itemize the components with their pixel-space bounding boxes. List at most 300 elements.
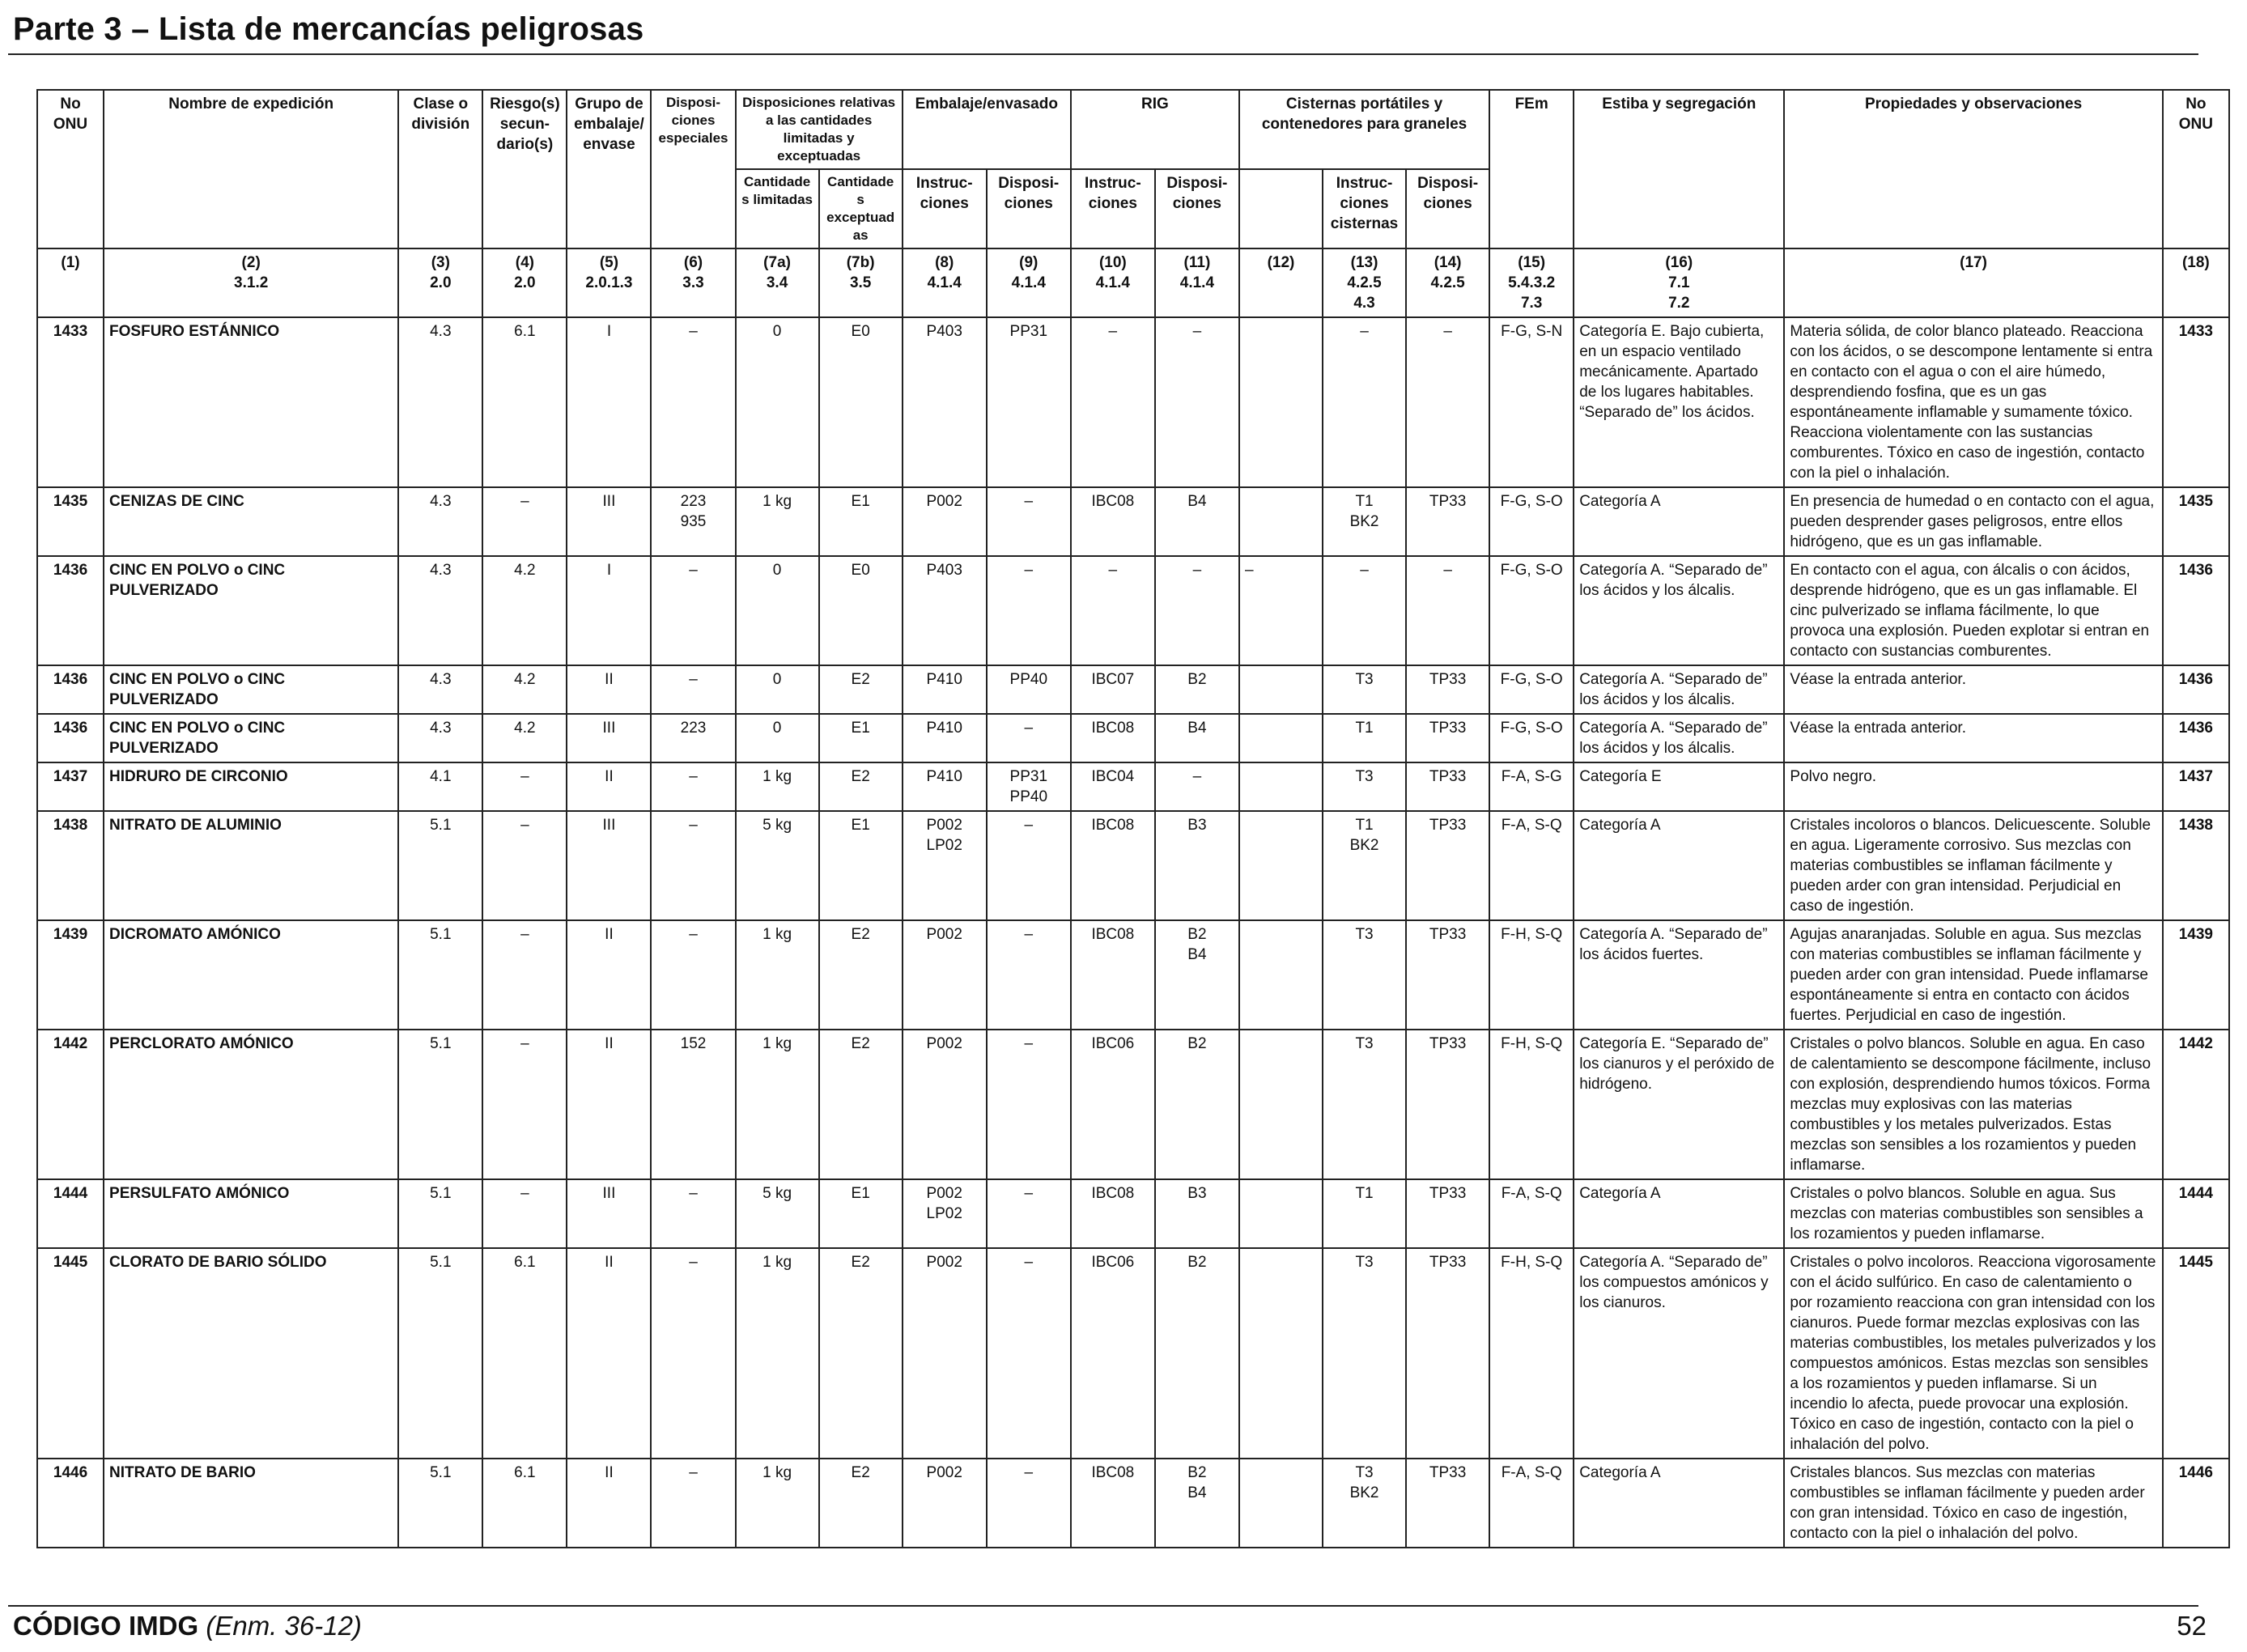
cell-embalaje-instrucciones: P410 [903, 714, 987, 762]
footer-amendment: (Enm. 36-12) [206, 1611, 362, 1641]
cell-cisternas-disposiciones: TP33 [1406, 811, 1489, 920]
cell-col-12 [1239, 1248, 1323, 1459]
footer-code-name: CÓDIGO IMDG [13, 1611, 199, 1641]
column-ref-section: 2.0 [430, 274, 452, 291]
cell-rig-instrucciones: IBC08 [1071, 1459, 1155, 1548]
cell-cisternas-disposiciones: TP33 [1406, 762, 1489, 811]
column-ref-cell [37, 248, 104, 317]
cell-no-onu: 1436 [37, 556, 104, 665]
cell-rig-instrucciones: – [1071, 317, 1155, 487]
header-rig: RIG [1071, 90, 1239, 169]
cell-cantidad-limitada: 1 kg [736, 1030, 819, 1179]
cell-cantidad-exceptuada: E2 [819, 762, 903, 811]
cell-cantidad-exceptuada: E1 [819, 714, 903, 762]
cell-embalaje-instrucciones: P403 [903, 317, 987, 487]
cell-estiba: Categoría A. “Separado de” los ácidos y los álcalis. [1574, 714, 1784, 762]
cell-embalaje-disposiciones: – [987, 556, 1071, 665]
cell-nombre: NITRATO DE ALUMINIO [104, 811, 398, 920]
cell-embalaje-instrucciones: P002 [903, 1459, 987, 1548]
cell-cisternas-disposiciones: TP33 [1406, 1179, 1489, 1248]
table-row [37, 920, 2229, 1030]
cell-no-onu-right: 1435 [2163, 487, 2229, 556]
cell-cisternas-disposiciones: TP33 [1406, 1248, 1489, 1459]
cell-cantidad-limitada: 1 kg [736, 487, 819, 556]
cell-embalaje-disposiciones: – [987, 920, 1071, 1030]
header-row-1 [37, 90, 2229, 169]
cell-rig-disposiciones: B2 [1155, 665, 1239, 714]
header-cantidades-limitadas: Cantidade s limitadas [736, 169, 819, 248]
column-ref-number: (18) [2181, 254, 2210, 271]
cell-fem: F-H, S-Q [1489, 1248, 1574, 1459]
column-ref-cell [903, 248, 987, 317]
cell-estiba: Categoría A. “Separado de” los ácidos y los álcalis. [1574, 665, 1784, 714]
cell-cisternas-disposiciones: TP33 [1406, 1030, 1489, 1179]
footer-divider [8, 1605, 2198, 1607]
cell-riesgo: 6.1 [482, 317, 567, 487]
cell-cisternas-instrucciones: T3 [1323, 920, 1406, 1030]
cell-cisternas-disposiciones: TP33 [1406, 1459, 1489, 1548]
cell-propiedades: En presencia de humedad o en contacto con el agua, pueden desprender gases peligrosos, entre ellos hidrógeno, que es un gas inflamable. [1784, 487, 2162, 556]
cell-grupo: II [567, 762, 651, 811]
cell-clase: 4.3 [398, 317, 482, 487]
cell-no-onu-right: 1437 [2163, 762, 2229, 811]
cell-no-onu-right: 1436 [2163, 665, 2229, 714]
column-ref-number: (5) [599, 254, 619, 271]
cell-cantidad-limitada: 1 kg [736, 1248, 819, 1459]
footer-code [13, 1611, 362, 1641]
cell-riesgo: – [482, 1030, 567, 1179]
cell-cisternas-instrucciones: T3 [1323, 1030, 1406, 1179]
column-ref-section: 2.0.1.3 [585, 274, 633, 291]
cell-grupo: II [567, 665, 651, 714]
table-row [37, 556, 2229, 665]
cell-fem: F-G, S-O [1489, 487, 1574, 556]
cell-propiedades: Cristales o polvo blancos. Soluble en agua. En caso de calentamiento se descompone fácilmente, incluso con explosión, desprendiendo humos tóxicos. Forma mezclas muy explosivas con las materias combustibles y los metales pulverizados. Estas mezclas son sensibles a los rozamientos y pueden inflamarse. [1784, 1030, 2162, 1179]
cell-propiedades: Cristales blancos. Sus mezclas con materias combustibles se inflaman fácilmente y pueden arder con gran intensidad. Tóxico en caso de ingestión, contacto con la piel o inhalación del polvo. [1784, 1459, 2162, 1548]
column-ref-cell [651, 248, 735, 317]
header-embalaje-disposiciones: Disposi-ciones [987, 169, 1071, 248]
cell-disposiciones: 223 935 [651, 487, 735, 556]
cell-cisternas-instrucciones: T3 [1323, 1248, 1406, 1459]
header-cantidades: Disposiciones relativas a las cantidades limitadas y exceptuadas [736, 90, 903, 169]
cell-cantidad-limitada: 0 [736, 317, 819, 487]
column-ref-number: (8) [935, 254, 954, 271]
cell-embalaje-instrucciones: P410 [903, 762, 987, 811]
cell-clase: 4.3 [398, 487, 482, 556]
cell-fem: F-G, S-N [1489, 317, 1574, 487]
cell-clase: 5.1 [398, 811, 482, 920]
cell-cisternas-instrucciones: – [1323, 317, 1406, 487]
column-ref-cell [1574, 248, 1784, 317]
column-ref-cell [104, 248, 398, 317]
cell-cantidad-limitada: 1 kg [736, 1459, 819, 1548]
cell-cisternas-disposiciones: TP33 [1406, 714, 1489, 762]
header-no-onu: No ONU [37, 90, 104, 248]
table-row [37, 811, 2229, 920]
cell-no-onu-right: 1445 [2163, 1248, 2229, 1459]
cell-fem: F-A, S-Q [1489, 1459, 1574, 1548]
column-ref-section: 7.1 7.2 [1668, 274, 1690, 312]
cell-nombre: CINC EN POLVO o CINC PULVERIZADO [104, 665, 398, 714]
cell-cantidad-limitada: 0 [736, 714, 819, 762]
table-row [37, 1248, 2229, 1459]
cell-embalaje-disposiciones: – [987, 714, 1071, 762]
cell-rig-instrucciones: IBC08 [1071, 487, 1155, 556]
cell-embalaje-disposiciones: PP40 [987, 665, 1071, 714]
cell-embalaje-disposiciones: PP31 [987, 317, 1071, 487]
header-col-12-empty [1239, 169, 1323, 248]
cell-clase: 4.3 [398, 556, 482, 665]
cell-disposiciones: – [651, 811, 735, 920]
column-ref-section: 4.2.5 [1430, 274, 1465, 291]
column-ref-section: 4.1.4 [1179, 274, 1215, 291]
cell-embalaje-disposiciones: – [987, 1248, 1071, 1459]
cell-grupo: III [567, 811, 651, 920]
cell-cantidad-exceptuada: E2 [819, 1459, 903, 1548]
cell-rig-disposiciones: B3 [1155, 1179, 1239, 1248]
cell-clase: 5.1 [398, 920, 482, 1030]
column-ref-number: (4) [515, 254, 534, 271]
cell-rig-disposiciones: – [1155, 556, 1239, 665]
cell-no-onu: 1442 [37, 1030, 104, 1179]
cell-riesgo: 4.2 [482, 556, 567, 665]
cell-clase: 5.1 [398, 1179, 482, 1248]
cell-disposiciones: – [651, 1179, 735, 1248]
column-ref-number: (7a) [763, 254, 791, 271]
cell-cantidad-limitada: 0 [736, 556, 819, 665]
cell-nombre: PERSULFATO AMÓNICO [104, 1179, 398, 1248]
title-divider [8, 53, 2198, 55]
cell-fem: F-H, S-Q [1489, 1030, 1574, 1179]
cell-embalaje-instrucciones: P403 [903, 556, 987, 665]
cell-no-onu: 1438 [37, 811, 104, 920]
column-ref-cell [1489, 248, 1574, 317]
cell-cisternas-disposiciones: – [1406, 317, 1489, 487]
cell-cisternas-instrucciones: T3 [1323, 762, 1406, 811]
column-ref-section: 3.1.2 [234, 274, 269, 291]
column-ref-section: 3.5 [849, 274, 872, 291]
cell-rig-disposiciones: B2 B4 [1155, 1459, 1239, 1548]
cell-embalaje-instrucciones: P002 LP02 [903, 1179, 987, 1248]
column-ref-number: (2) [241, 254, 261, 271]
cell-embalaje-disposiciones: PP31 PP40 [987, 762, 1071, 811]
cell-no-onu-right: 1436 [2163, 556, 2229, 665]
cell-estiba: Categoría A. “Separado de” los ácidos y los álcalis. [1574, 556, 1784, 665]
column-ref-section: 4.1.4 [1011, 274, 1046, 291]
column-ref-cell [1406, 248, 1489, 317]
cell-estiba: Categoría A [1574, 811, 1784, 920]
cell-estiba: Categoría A. “Separado de” los ácidos fuertes. [1574, 920, 1784, 1030]
cell-riesgo: – [482, 762, 567, 811]
column-ref-number: (15) [1518, 254, 1546, 271]
table-row [37, 317, 2229, 487]
cell-fem: F-A, S-Q [1489, 1179, 1574, 1248]
cell-no-onu-right: 1442 [2163, 1030, 2229, 1179]
cell-rig-disposiciones: B4 [1155, 714, 1239, 762]
cell-grupo: III [567, 1179, 651, 1248]
column-ref-cell [1155, 248, 1239, 317]
header-embalaje-instrucciones: Instruc-ciones [903, 169, 987, 248]
cell-col-12 [1239, 317, 1323, 487]
cell-embalaje-instrucciones: P002 [903, 487, 987, 556]
cell-nombre: FOSFURO ESTÁNNICO [104, 317, 398, 487]
column-ref-cell [1784, 248, 2162, 317]
cell-rig-disposiciones: – [1155, 762, 1239, 811]
cell-propiedades: Materia sólida, de color blanco plateado. Reacciona con los ácidos, o se descompone lentamente si entra en contacto con el agua o con el aire húmedo, desprendiendo fosfina, que es un gas espontáneamente inflamable y sumamente tóxico. Reacciona violentamente con las sustancias comburentes. Tóxico en caso de ingestión, contacto con la piel o inhalación. [1784, 317, 2162, 487]
cell-no-onu-right: 1436 [2163, 714, 2229, 762]
column-ref-number: (6) [683, 254, 703, 271]
cell-cisternas-disposiciones: TP33 [1406, 487, 1489, 556]
cell-fem: F-H, S-Q [1489, 920, 1574, 1030]
cell-rig-disposiciones: B4 [1155, 487, 1239, 556]
cell-rig-disposiciones: B2 B4 [1155, 920, 1239, 1030]
cell-rig-instrucciones: IBC06 [1071, 1248, 1155, 1459]
cell-fem: F-G, S-O [1489, 665, 1574, 714]
header-no-onu-right: No ONU [2163, 90, 2229, 248]
cell-nombre: CLORATO DE BARIO SÓLIDO [104, 1248, 398, 1459]
cell-cantidad-limitada: 5 kg [736, 1179, 819, 1248]
cell-col-12 [1239, 714, 1323, 762]
cell-cantidad-exceptuada: E2 [819, 920, 903, 1030]
cell-no-onu: 1433 [37, 317, 104, 487]
cell-rig-instrucciones: IBC06 [1071, 1030, 1155, 1179]
cell-grupo: I [567, 556, 651, 665]
cell-embalaje-instrucciones: P410 [903, 665, 987, 714]
column-ref-section: 5.4.3.2 7.3 [1508, 274, 1556, 312]
cell-col-12 [1239, 762, 1323, 811]
header-cisternas: Cisternas portátiles y contenedores para graneles [1239, 90, 1489, 169]
table-row [37, 762, 2229, 811]
header-propiedades: Propiedades y observaciones [1784, 90, 2162, 248]
cell-embalaje-instrucciones: P002 [903, 1030, 987, 1179]
header-estiba: Estiba y segregación [1574, 90, 1784, 248]
cell-fem: F-A, S-Q [1489, 811, 1574, 920]
column-ref-cell [1239, 248, 1323, 317]
column-ref-number: (16) [1665, 254, 1693, 271]
column-ref-section: 4.1.4 [1095, 274, 1130, 291]
cell-nombre: CINC EN POLVO o CINC PULVERIZADO [104, 714, 398, 762]
cell-cantidad-exceptuada: E0 [819, 317, 903, 487]
cell-rig-disposiciones: – [1155, 317, 1239, 487]
column-ref-cell [987, 248, 1071, 317]
cell-embalaje-instrucciones: P002 LP02 [903, 811, 987, 920]
column-ref-cell [2163, 248, 2229, 317]
cell-riesgo: 6.1 [482, 1459, 567, 1548]
cell-rig-instrucciones: IBC08 [1071, 1179, 1155, 1248]
cell-col-12 [1239, 1179, 1323, 1248]
cell-nombre: CENIZAS DE CINC [104, 487, 398, 556]
cell-grupo: III [567, 487, 651, 556]
column-ref-number: (17) [1960, 254, 1987, 271]
cell-rig-instrucciones: IBC08 [1071, 714, 1155, 762]
cell-disposiciones: – [651, 665, 735, 714]
cell-riesgo: 6.1 [482, 1248, 567, 1459]
cell-embalaje-disposiciones: – [987, 1179, 1071, 1248]
cell-estiba: Categoría A [1574, 1459, 1784, 1548]
cell-cantidad-limitada: 5 kg [736, 811, 819, 920]
page-number: 52 [2177, 1611, 2207, 1641]
cell-cantidad-exceptuada: E1 [819, 811, 903, 920]
cell-cantidad-exceptuada: E2 [819, 1030, 903, 1179]
cell-col-12 [1239, 920, 1323, 1030]
cell-no-onu: 1436 [37, 665, 104, 714]
column-ref-number: (10) [1098, 254, 1127, 271]
header-cisternas-disposiciones: Disposi-ciones [1406, 169, 1489, 248]
cell-riesgo: – [482, 487, 567, 556]
cell-estiba: Categoría A [1574, 1179, 1784, 1248]
cell-col-12 [1239, 487, 1323, 556]
cell-clase: 5.1 [398, 1030, 482, 1179]
cell-cantidad-limitada: 1 kg [736, 762, 819, 811]
cell-propiedades: En contacto con el agua, con álcalis o con ácidos, desprende hidrógeno, que es un gas inflamable. El cinc pulverizado se inflama fácilmente, lo que provoca una explosión. Pueden explotar si entran en contacto con sustancias comburentes. [1784, 556, 2162, 665]
cell-cisternas-instrucciones: T1 BK2 [1323, 811, 1406, 920]
table-row [37, 1459, 2229, 1548]
cell-no-onu-right: 1446 [2163, 1459, 2229, 1548]
cell-cisternas-instrucciones: T3 BK2 [1323, 1459, 1406, 1548]
cell-grupo: II [567, 1459, 651, 1548]
cell-no-onu: 1444 [37, 1179, 104, 1248]
cell-clase: 5.1 [398, 1459, 482, 1548]
column-ref-section: 3.4 [766, 274, 788, 291]
column-ref-section: 3.3 [682, 274, 704, 291]
cell-no-onu: 1439 [37, 920, 104, 1030]
cell-embalaje-disposiciones: – [987, 1030, 1071, 1179]
cell-clase: 4.3 [398, 665, 482, 714]
cell-cantidad-limitada: 1 kg [736, 920, 819, 1030]
column-ref-number: (12) [1267, 254, 1295, 271]
cell-embalaje-instrucciones: P002 [903, 1248, 987, 1459]
cell-col-12 [1239, 811, 1323, 920]
column-ref-number: (11) [1183, 254, 1211, 271]
column-ref-cell [1071, 248, 1155, 317]
cell-disposiciones: – [651, 556, 735, 665]
cell-disposiciones: 152 [651, 1030, 735, 1179]
cell-embalaje-disposiciones: – [987, 811, 1071, 920]
cell-estiba: Categoría E [1574, 762, 1784, 811]
cell-no-onu-right: 1433 [2163, 317, 2229, 487]
cell-col-12 [1239, 665, 1323, 714]
cell-cisternas-instrucciones: T3 [1323, 665, 1406, 714]
cell-disposiciones: – [651, 317, 735, 487]
cell-cisternas-instrucciones: T1 BK2 [1323, 487, 1406, 556]
cell-no-onu-right: 1439 [2163, 920, 2229, 1030]
cell-disposiciones: 223 [651, 714, 735, 762]
header-rig-disposiciones: Disposi-ciones [1155, 169, 1239, 248]
dangerous-goods-table-container [36, 89, 2230, 1548]
cell-propiedades: Véase la entrada anterior. [1784, 665, 2162, 714]
column-ref-number: (1) [61, 254, 80, 271]
cell-grupo: I [567, 317, 651, 487]
cell-fem: F-A, S-G [1489, 762, 1574, 811]
cell-propiedades: Véase la entrada anterior. [1784, 714, 2162, 762]
cell-col-12: – [1239, 556, 1323, 665]
cell-rig-disposiciones: B2 [1155, 1248, 1239, 1459]
cell-propiedades: Cristales incoloros o blancos. Delicuescente. Soluble en agua. Ligeramente corrosivo. Sus mezclas con materias combustibles se inflaman fácilmente y pueden arder con gran intensidad. Perjudicial en caso de ingestión. [1784, 811, 2162, 920]
cell-disposiciones: – [651, 1248, 735, 1459]
cell-riesgo: – [482, 1179, 567, 1248]
cell-rig-instrucciones: – [1071, 556, 1155, 665]
cell-embalaje-disposiciones: – [987, 1459, 1071, 1548]
cell-nombre: NITRATO DE BARIO [104, 1459, 398, 1548]
column-ref-number: (7b) [846, 254, 875, 271]
cell-riesgo: 4.2 [482, 665, 567, 714]
cell-col-12 [1239, 1030, 1323, 1179]
page-title: Parte 3 – Lista de mercancías peligrosas [13, 11, 644, 47]
cell-propiedades: Agujas anaranjadas. Soluble en agua. Sus mezclas con materias combustibles se inflaman fácilmente y pueden arder con gran intensidad. Puede inflamarse espontáneamente si entra en contacto con ácidos fuertes. Perjudicial en caso de ingestión. [1784, 920, 2162, 1030]
cell-grupo: II [567, 1248, 651, 1459]
header-riesgo: Riesgo(s) secun-dario(s) [482, 90, 567, 248]
header-cantidades-exceptuadas: Cantidades exceptuadas [819, 169, 903, 248]
cell-rig-instrucciones: IBC08 [1071, 920, 1155, 1030]
table-row [37, 1030, 2229, 1179]
cell-disposiciones: – [651, 762, 735, 811]
column-ref-cell [819, 248, 903, 317]
cell-no-onu-right: 1444 [2163, 1179, 2229, 1248]
column-ref-cell [736, 248, 819, 317]
cell-propiedades: Cristales o polvo blancos. Soluble en agua. Sus mezclas con materias combustibles son sensibles a los rozamientos y pueden inflamarse. [1784, 1179, 2162, 1248]
cell-cantidad-exceptuada: E0 [819, 556, 903, 665]
cell-fem: F-G, S-O [1489, 714, 1574, 762]
cell-nombre: DICROMATO AMÓNICO [104, 920, 398, 1030]
cell-cantidad-exceptuada: E1 [819, 487, 903, 556]
table-body [37, 317, 2229, 1548]
cell-cisternas-disposiciones: – [1406, 556, 1489, 665]
cell-nombre: HIDRURO DE CIRCONIO [104, 762, 398, 811]
cell-estiba: Categoría A. “Separado de” los compuestos amónicos y los cianuros. [1574, 1248, 1784, 1459]
cell-no-onu: 1437 [37, 762, 104, 811]
cell-cantidad-limitada: 0 [736, 665, 819, 714]
cell-propiedades: Cristales o polvo incoloros. Reacciona vigorosamente con el ácido sulfúrico. En caso de calentamiento o por rozamiento reacciona con gran intensidad con los cianuros. Puede formar mezclas explosivas con las materias combustibles, los metales pulverizados y los compuestos amónicos. Estas mezclas son sensibles a los rozamientos y pueden inflamarse. Si un incendio lo afecta, puede provocar una explosión. Tóxico en caso de ingestión, contacto con la piel o inhalación del polvo. [1784, 1248, 2162, 1459]
column-reference-row [37, 248, 2229, 317]
column-ref-cell [567, 248, 651, 317]
cell-propiedades: Polvo negro. [1784, 762, 2162, 811]
cell-estiba: Categoría E. Bajo cubierta, en un espacio ventilado mecánicamente. Apartado de los lugares habitables. “Separado de” los ácidos. [1574, 317, 1784, 487]
column-ref-cell [482, 248, 567, 317]
cell-no-onu: 1435 [37, 487, 104, 556]
column-ref-number: (3) [431, 254, 450, 271]
cell-disposiciones: – [651, 1459, 735, 1548]
cell-cisternas-disposiciones: TP33 [1406, 665, 1489, 714]
column-ref-cell [1323, 248, 1406, 317]
cell-cisternas-instrucciones: T1 [1323, 714, 1406, 762]
cell-riesgo: – [482, 920, 567, 1030]
cell-grupo: II [567, 1030, 651, 1179]
column-ref-number: (14) [1434, 254, 1462, 271]
header-grupo: Grupo de embalaje/ envase [567, 90, 651, 248]
cell-nombre: CINC EN POLVO o CINC PULVERIZADO [104, 556, 398, 665]
header-fem: FEm [1489, 90, 1574, 248]
header-rig-instrucciones: Instruc-ciones [1071, 169, 1155, 248]
column-ref-section: 4.2.5 4.3 [1347, 274, 1382, 312]
cell-rig-instrucciones: IBC08 [1071, 811, 1155, 920]
cell-col-12 [1239, 1459, 1323, 1548]
cell-no-onu: 1446 [37, 1459, 104, 1548]
cell-rig-disposiciones: B2 [1155, 1030, 1239, 1179]
cell-embalaje-disposiciones: – [987, 487, 1071, 556]
dangerous-goods-table [36, 89, 2230, 1548]
cell-riesgo: – [482, 811, 567, 920]
table-row [37, 1179, 2229, 1248]
header-disposiciones-especiales: Disposi-ciones especiales [651, 90, 735, 248]
table-row [37, 487, 2229, 556]
cell-cisternas-instrucciones: T1 [1323, 1179, 1406, 1248]
cell-fem: F-G, S-O [1489, 556, 1574, 665]
cell-riesgo: 4.2 [482, 714, 567, 762]
header-cisternas-instrucciones: Instruc-ciones cisternas [1323, 169, 1406, 248]
cell-cantidad-exceptuada: E2 [819, 665, 903, 714]
cell-cantidad-exceptuada: E1 [819, 1179, 903, 1248]
cell-embalaje-instrucciones: P002 [903, 920, 987, 1030]
